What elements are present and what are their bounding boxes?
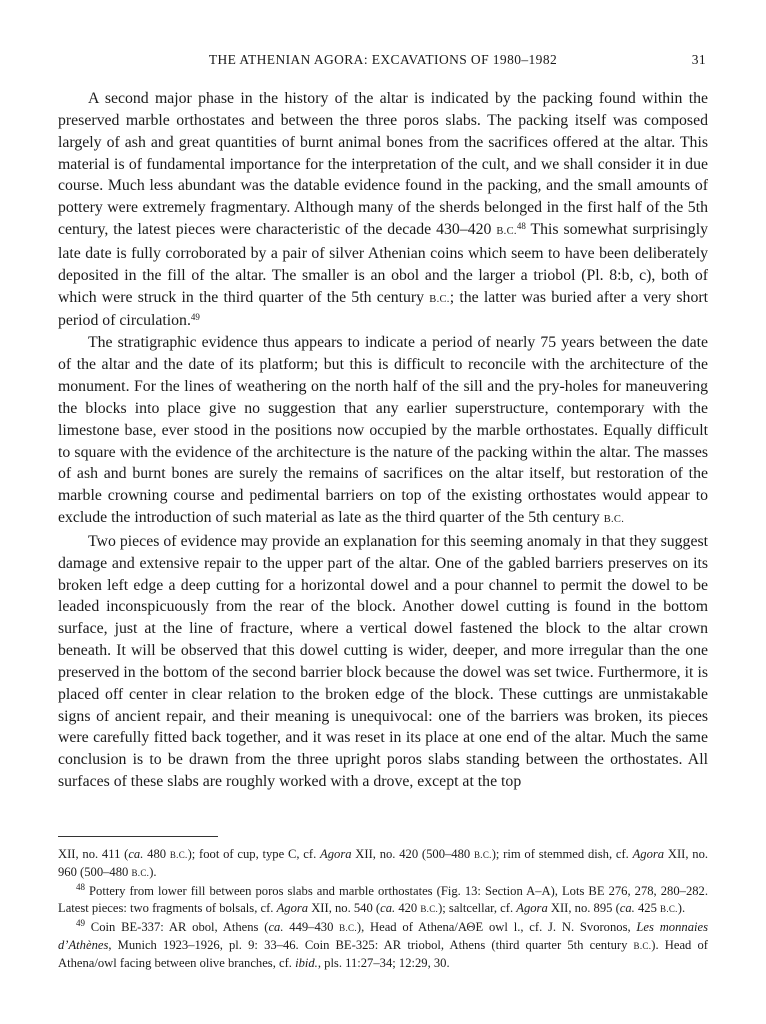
paragraph-3: Two pieces of evidence may provide an explanation for this seeming anomaly in that they suggest damage and extensive repair to the upper part of the altar. One of the gabled barriers preserves on its broken left edge a deep cutting for a horizontal dowel and a pour channel to permit the dowel to be leaded inconspicuously from the rear of the block. Another dowel cutting is found in the bottom surface, just at the line of fracture, where a vertical dowel fastened the block to the altar crown beneath. It will be observed that this dowel cutting is wider, deeper, and more irregular than the one preserved in the bottom of the second barrier block because the dowel was set twice. Furthermore, it is placed off center in clear relation to the broken edge of the block. These cuttings are unmistakable signs of ancient repair, and their meaning is unequivocal: one of the barriers was broken, its pieces were carefully fitted back together, and it was reset in its place at one end of the altar. Much the same conclusion is to be drawn from the three upright poros slabs standing between the orthostates. All surfaces of these slabs are roughly worked with a drove, except at the top <box>58 532 708 791</box>
footnote-ref-48[interactable]: 48 <box>516 221 526 232</box>
footnotes <box>58 846 708 973</box>
footnote-48: $^{48}$ Pottery from lower fill between poros slabs and marble orthostates (Fig. 13: Section A–A), Lots BE 276, 278, 280–282. Latest pieces: two fragments of bolsals, cf. Agora XII, no. 540 (ca. 420 B.C.); saltcellar, cf. Agora XII, no. 895 (ca. 425 B.C.). <box>58 881 708 916</box>
footnote-49: $^{49}$ Coin BE-337: AR obol, Athens (ca. 449–430 B.C.), Head of Athena/ΑΘΕ owl l., cf. J. N. Svoronos, Les monnaies d’Athènes, Munich 1923–1926, pl. 9: 33–46. Coin BE-325: AR triobol, Athens (third quarter 5th century B.C.). Head of Athena/owl facing between olive branches, cf. ibid., pls. 11:27–34; 12:29, 30. <box>58 917 709 971</box>
footnote-continuation: XII, no. 411 (ca. 480 B.C.); foot of cup, type C, cf. Agora XII, no. 420 (500–480 B.C.); rim of stemmed dish, cf. Agora XII, no. 960 (500–480 B.C.). <box>58 847 709 880</box>
footnote-ref-49[interactable]: 49 <box>190 312 200 323</box>
footnote-divider <box>58 836 218 837</box>
paragraph-2: The stratigraphic evidence thus appears to indicate a period of nearly 75 years between the date of the altar and the date of its platform; but this is difficult to reconcile with the architecture of the monument. For the lines of weathering on the north half of the sill and the pry-holes for maneuvering the blocks into place give no suggestion that any earlier superstructure, contemporary with the limestone base, ever stood in the positions now occupied by the marble orthostates. Equally difficult to square with the evidence of the architecture is the nature of the packing within the altar. The masses of ash and burnt bones are surely the remains of sacrifices on the altar itself, but restoration of the marble crowning course and pedimental barriers on top of the existing orthostates would appear to exclude the introduction of such material as late as the third quarter of the 5th century B.C. <box>58 334 708 527</box>
page-number: 31 <box>691 52 706 67</box>
footnote-number: 49 <box>76 917 85 928</box>
running-head <box>58 52 708 70</box>
running-title: THE ATHENIAN AGORA: EXCAVATIONS OF 1980–1982 <box>208 52 558 67</box>
footnote-number: 48 <box>76 881 85 892</box>
main-text <box>58 88 708 793</box>
paragraph-1: A second major phase in the history of the altar is indicated by the packing found within the preserved marble orthostates and between the three poros slabs. The packing itself was composed largely of ash and great quantities of burnt animal bones from the sacrifices offered at the altar. This material is of fundamental importance for the interpretation of the cult, and we shall consider it in due course. Much less abundant was the datable evidence found in the packing, and the small amounts of pottery were extremely fragmentary. Although many of the sherds belonged in the first half of the 5th century, the latest pieces were characteristic of the decade 430–420 B.C.$^{48}$ This somewhat surprisingly late date is fully corroborated by a pair of silver Athenian coins which seem to have been deliberately deposited in the fill of the altar. The smaller is an obol and the larger a triobol (Pl. 8:b, c), both of which were struck in the third quarter of the 5th century B.C.; the latter was buried after a very short period of circulation.$^{49}$ <box>58 90 708 330</box>
journal-page <box>58 0 708 1024</box>
